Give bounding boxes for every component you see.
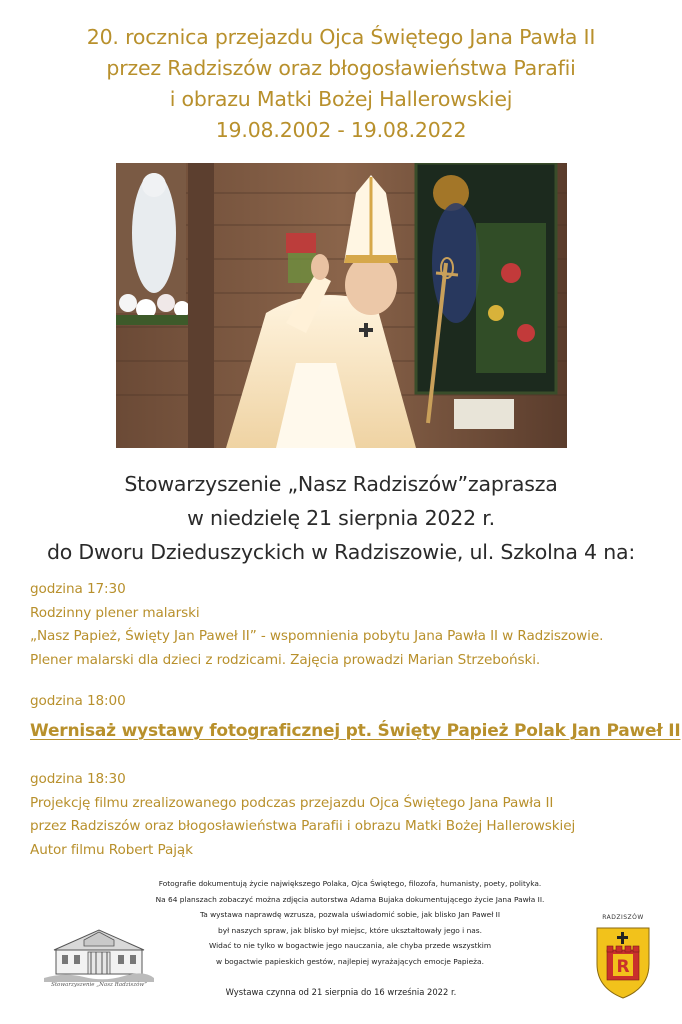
invitation-line: w niedzielę 21 sierpnia 2022 r. xyxy=(187,506,495,530)
title-line: 20. rocznica przejazdu Ojca Świętego Jana Pawła II xyxy=(86,25,596,49)
title-line: i obrazu Matki Bożej Hallerowskiej xyxy=(169,87,513,111)
description-line: był naszych spraw, jak blisko był miejsc, które ukształtowały jego i nas. xyxy=(218,925,482,935)
description-line: Na 64 planszach zobaczyć można zdjęcia autorstwa Adama Bujaka dokumentującego życie Jana Pawła II. xyxy=(155,894,545,904)
invitation-line: do Dworu Dzieduszyckich w Radziszowie, ul. Szkolna 4 na: xyxy=(46,540,636,564)
crest-label: RADZISZÓW xyxy=(602,914,644,921)
program-line: Projekcję filmu zrealizowanego podczas przejazdu Ojca Świętego Jana Pawła II xyxy=(30,794,554,811)
poster-title xyxy=(0,22,682,146)
program-line: Autor filmu Robert Pająk xyxy=(30,841,193,858)
manor-house-icon xyxy=(44,922,154,982)
program-line: Rodzinny plener malarski xyxy=(30,604,200,621)
title-dates: 19.08.2002 - 19.08.2022 xyxy=(215,118,467,142)
description-line: w bogactwie papieskich gestów, najlepiej wyrażających emocje Papieża. xyxy=(216,956,484,966)
program-line: Plener malarski dla dzieci z rodzicami. Zajęcia prowadzi Marian Strzeboński. xyxy=(30,651,541,668)
program-time: godzina 17:30 xyxy=(30,581,126,597)
program-time: godzina 18:00 xyxy=(30,693,126,709)
description-line: Widać to nie tylko w bogactwie jego nauczania, ale chyba przede wszystkim xyxy=(208,941,492,951)
association-caption: Stowarzyszenie „Nasz Radziszów” xyxy=(51,982,147,988)
invitation-text xyxy=(0,467,682,569)
program-item xyxy=(30,690,681,746)
program-time: godzina 18:30 xyxy=(30,771,126,787)
program-item xyxy=(30,768,670,862)
program-line: „Nasz Papież, Święty Jan Paweł II” - wspomnienia pobytu Jana Pawła II w Radziszowie. xyxy=(30,628,604,644)
invitation-line: Stowarzyszenie „Nasz Radziszów”zaprasza xyxy=(124,472,558,496)
exhibition-description xyxy=(100,876,600,970)
program-line: przez Radziszów oraz błogosławieństwa Parafii i obrazu Matki Bożej Hallerowskiej xyxy=(30,818,576,834)
pope-photo xyxy=(116,163,567,448)
exhibition-dates: Wystawa czynna od 21 sierpnia do 16 września 2022 r. xyxy=(225,987,457,997)
program-item xyxy=(30,578,670,672)
exhibition-title: Wernisaż wystawy fotograficznej pt. Święty Papież Polak Jan Paweł II xyxy=(30,720,681,741)
title-line: przez Radziszów oraz błogosławieństwa Parafii xyxy=(106,56,576,80)
description-line: Ta wystawa naprawdę wzrusza, pozwala uświadomić sobie, jak blisko Jan Paweł II xyxy=(199,910,501,920)
description-line: Fotografie dokumentują życie największego Polaka, Ojca Świętego, filozofa, humanisty, poety, polityka. xyxy=(158,879,542,888)
crest-letter: R xyxy=(616,957,630,977)
